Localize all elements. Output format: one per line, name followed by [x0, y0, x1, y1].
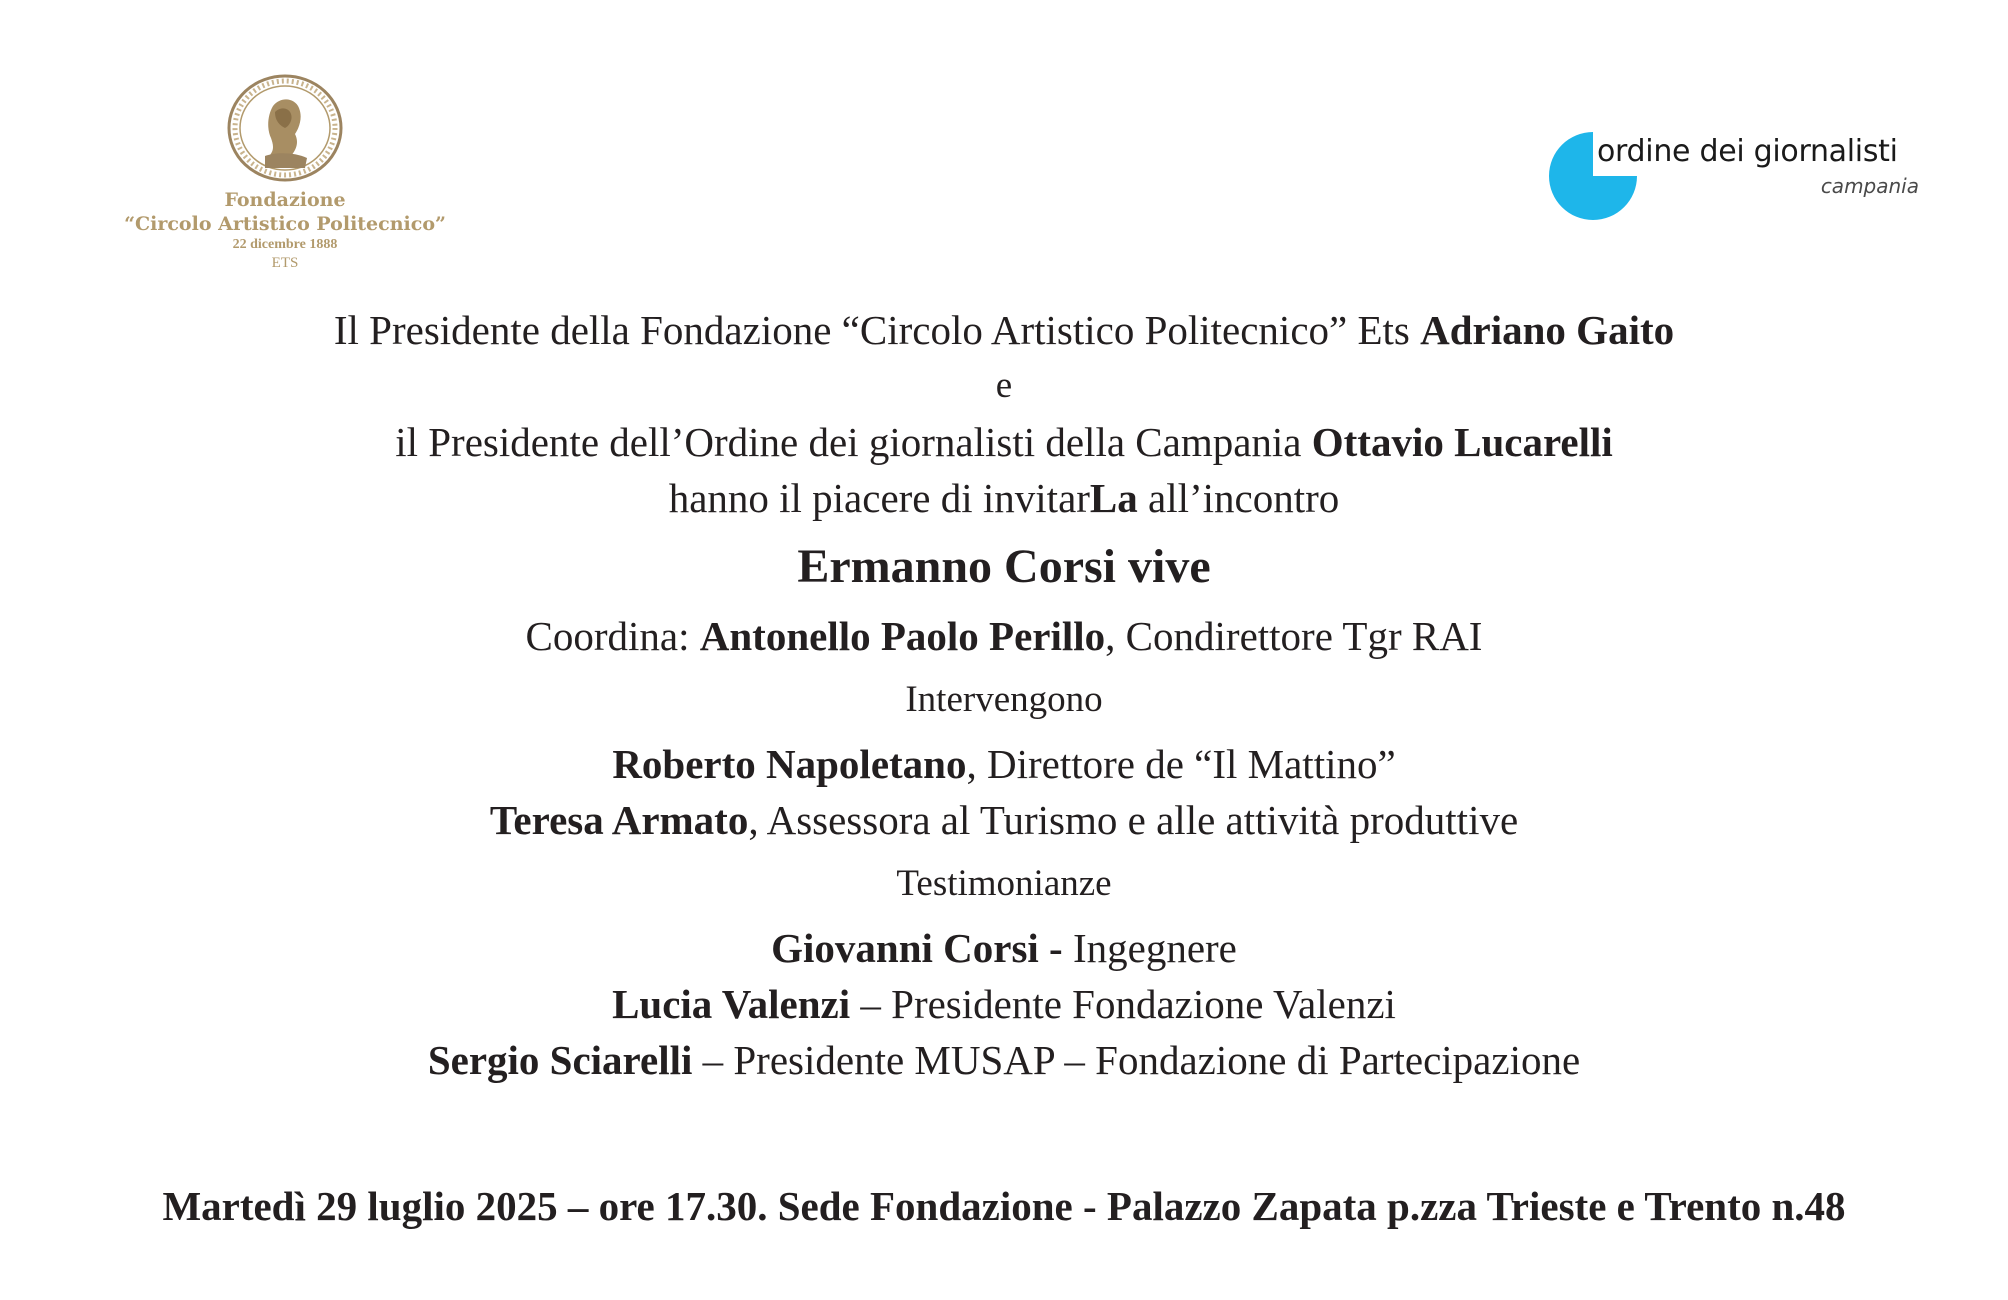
- president-fondazione-name: Adriano Gaito: [1420, 307, 1675, 353]
- ordine-giornalisti-logo: [1545, 128, 1925, 224]
- speaker-name: Roberto Napoletano: [612, 741, 967, 787]
- testimonial-item: [0, 1032, 2008, 1088]
- speaker-role: , Direttore de “Il Mattino”: [966, 741, 1396, 787]
- invitation-body: [0, 302, 2008, 1088]
- testimonial-item: [0, 976, 2008, 1032]
- speaker-role: , Assessora al Turismo e alle attività produttive: [748, 797, 1519, 843]
- invite-line-1: [0, 302, 2008, 358]
- invite-line-3: [0, 470, 2008, 526]
- speaker-item: [0, 792, 2008, 848]
- invite-line-3-b: La: [1089, 475, 1138, 521]
- coordinator-line: [0, 608, 2008, 664]
- fondazione-date: 22 dicembre 1888: [232, 237, 338, 252]
- testimonials-heading: Testimonianze: [896, 863, 1112, 904]
- invite-line-2-text: il Presidente dell’Ordine dei giornalisti della Campania: [395, 419, 1312, 465]
- fondazione-logo: [110, 72, 460, 272]
- testimonial-role: – Presidente Fondazione Valenzi: [850, 981, 1396, 1027]
- testimonial-role: Ingegnere: [1062, 925, 1237, 971]
- testimonial-name: Giovanni Corsi -: [771, 925, 1063, 971]
- speakers-heading: Intervengono: [905, 679, 1103, 720]
- invite-line-1-text: Il Presidente della Fondazione “Circolo Artistico Politecnico” Ets: [333, 307, 1421, 353]
- medallion-seal-icon: [225, 72, 345, 184]
- event-date-location: Martedì 29 luglio 2025 – ore 17.30. Sede Fondazione - Palazzo Zapata p.zza Trieste e Trento n.48: [162, 1183, 1846, 1229]
- testimonial-item: [0, 920, 2008, 976]
- coordinator-label: Coordina:: [525, 613, 700, 659]
- invite-line-2: [0, 414, 2008, 470]
- speaker-item: [0, 736, 2008, 792]
- testimonial-name: Sergio Sciarelli: [427, 1037, 693, 1083]
- event-title: Ermanno Corsi vive: [797, 540, 1211, 593]
- fondazione-full-name: “Circolo Artistico Politecnico”: [124, 213, 446, 235]
- odg-name: ordine dei giornalisti: [1597, 134, 1898, 169]
- odg-region: campania: [1820, 174, 1919, 198]
- fondazione-ets: ETS: [271, 255, 299, 271]
- president-ordine-name: Ottavio Lucarelli: [1311, 419, 1613, 465]
- coordinator-name: Antonello Paolo Perillo: [699, 613, 1106, 659]
- invite-line-3-c: all’incontro: [1137, 475, 1340, 521]
- testimonial-role: – Presidente MUSAP – Fondazione di Partecipazione: [692, 1037, 1581, 1083]
- fondazione-label: Fondazione: [224, 189, 346, 211]
- invite-line-3-a: hanno il piacere di invitar: [668, 475, 1090, 521]
- coordinator-role: , Condirettore Tgr RAI: [1105, 613, 1483, 659]
- invite-conjunction: e: [995, 365, 1013, 406]
- speaker-name: Teresa Armato: [489, 797, 749, 843]
- testimonial-name: Lucia Valenzi: [612, 981, 851, 1027]
